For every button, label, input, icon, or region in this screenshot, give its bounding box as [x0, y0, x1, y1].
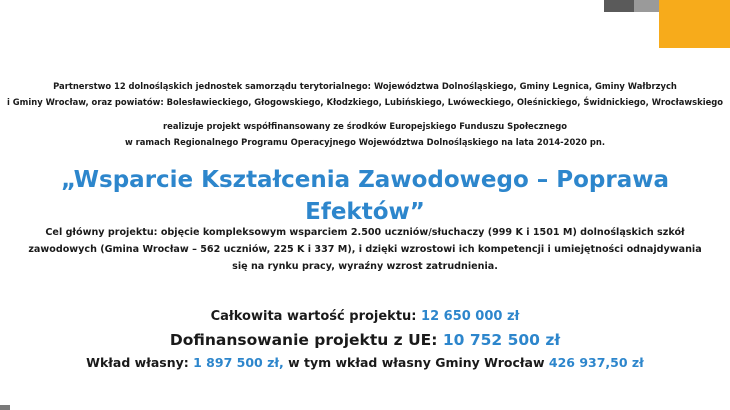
intro-text [0, 118, 730, 150]
corner-decoration-bottom [0, 405, 10, 410]
intro-line-1: realizuje projekt współfinansowany ze środków Europejskiego Funduszu Społecznego [163, 121, 567, 131]
total-value-row [0, 306, 730, 328]
corner-decoration-orange [659, 0, 730, 48]
finance-summary [0, 306, 730, 374]
goal-line-1: Cel główny projektu: objęcie kompleksowym wsparciem 2.500 uczniów/słuchaczy (999 K i 1501 M) dolnośląskich szkół [45, 227, 685, 238]
corner-decoration-dark [604, 0, 634, 12]
partners-line-2: i Gminy Wrocław, oraz powiatów: Bolesławieckiego, Głogowskiego, Kłodzkiego, Lubińskiego, Lwóweckiego, Oleśnickiego, Świdnickiego, Wrocławskiego [6, 97, 724, 107]
goal-line-2: zawodowych (Gmina Wrocław – 562 uczniów, 225 K i 337 M), i dzięki wzrostowi ich kompetencji i umiejętności odnajdywania [28, 244, 702, 255]
own-contribution-mid: w tym wkład własny Gminy Wrocław [288, 355, 545, 370]
partners-line-1: Partnerstwo 12 dolnośląskich jednostek samorządu terytorialnego: Województwa Dolnośląskiego, Gminy Legnica, Gminy Wałbrzych [53, 81, 677, 91]
project-title-line-1: „Wsparcie Kształcenia Zawodowego – Poprawa [60, 167, 670, 193]
total-value-label: Całkowita wartość projektu: [210, 309, 417, 324]
eu-funding-row [0, 328, 730, 352]
intro-line-2: w ramach Regionalnego Programu Operacyjnego Województwa Dolnośląskiego na lata 2014-2020 pn. [124, 137, 606, 147]
eu-funding-label: Dofinansowanie projektu z UE: [169, 331, 438, 349]
city-contribution-amount: 426 937,50 zł [548, 355, 644, 370]
project-title-line-2: Efektów” [305, 199, 425, 225]
own-contribution-amount: 1 897 500 zł, [193, 355, 284, 370]
project-title [0, 164, 730, 228]
total-value-amount: 12 650 000 zł [421, 309, 520, 324]
eu-funding-amount: 10 752 500 zł [442, 331, 561, 349]
own-contribution-label: Wkład własny: [86, 355, 189, 370]
partners-text [0, 78, 730, 110]
goal-line-3: się na rynku pracy, wyraźny wzrost zatrudnienia. [232, 261, 498, 272]
project-goal [0, 224, 730, 275]
corner-decoration-gray [634, 0, 659, 12]
own-contribution-row [0, 352, 730, 374]
